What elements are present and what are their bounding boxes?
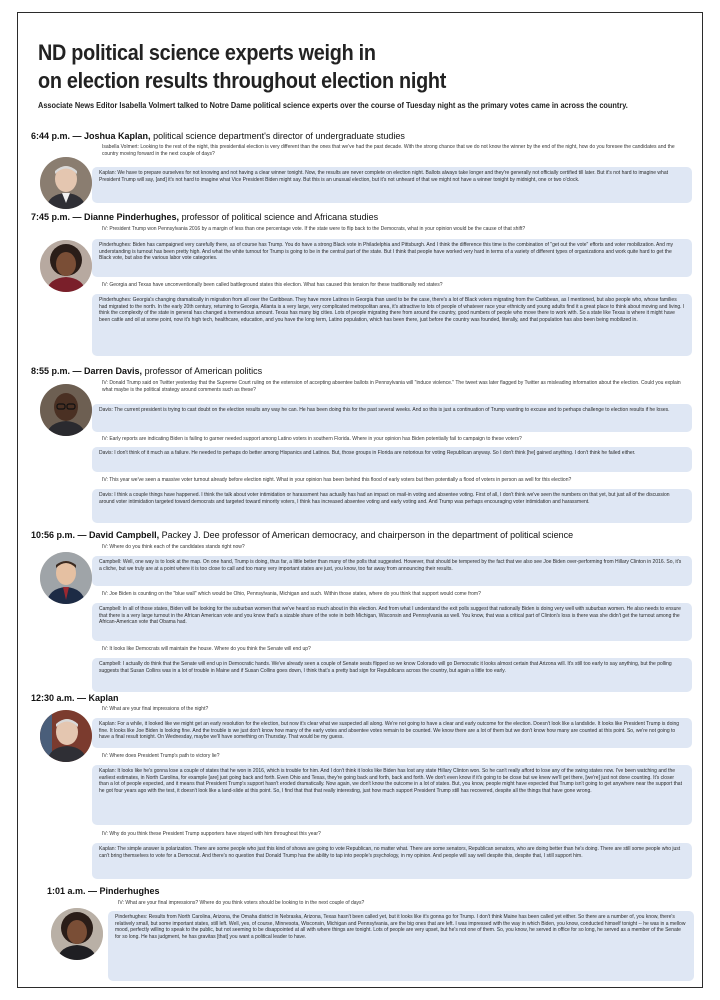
question: IV: This year we've seen a massive voter turnout already before election night. What in your opinion has been behind this flood of early voters but then potentially a flood of voters in person as well for this election? [102, 477, 572, 483]
question: IV: It looks like Democrats will maintain the house. Where do you think the Senate will end up? [102, 646, 311, 652]
section-role: political science department's director of undergraduate studies [153, 131, 405, 141]
question: IV: Where does President Trump's path to victory lie? [102, 753, 220, 759]
article-page [17, 12, 703, 988]
section-time: 8:55 p.m. [31, 366, 71, 376]
answer: Kaplan: It looks like he's gonna lose a couple of states that he won in 2016, which is trouble for him. And I don't think it looks like Biden has lost any state Hillary Clinton won. So he can't really afford to lose any of the swing states now. I've been watching and the earliest estimates, in North Carolina, for example [are] just going back and forth. Even Ohio and Texas, they're going back and forth, back and forth. We don't even know if it's going to be close but we knew we'll get there, [we're] just not done counting. It's closer than a lot of people expected, and it means that President Trump's support hasn't eroded dramatically. Now again, we don't know the outcome in a lot of states. But, you know, people might have expected that Trump isn't going to get anywhere near the support that he got four years ago with the test, it doesn't look like a land-slide at this point. So, I find that that that really interesting, just how much support President Trump still has recovered, despite all the things that have gone wrong. [92, 765, 692, 825]
avatar-davis [40, 384, 92, 436]
section-speaker: Darren Davis, [84, 366, 143, 376]
section-heading: 8:55 p.m. — Darren Davis, professor of American politics [31, 366, 263, 376]
answer: Davis: I think a couple things have happened. I think the talk about voter intimidation or harassment has actually has had an impact on mail-in voting and absentee voting. First of all, I don't think we've seen the numbers on that yet, but just all of the discussion around voter intimidation targeted toward democrats and targeted toward minority voters, I think has increased absentee voting and early voting and. And Trump was perhaps encouraging voter intimidation and harassment. [92, 489, 692, 523]
section-heading: 10:56 p.m. — David Campbell, Packey J. Dee professor of American democracy, and chairperson in the department of political science [31, 530, 574, 540]
answer: Kaplan: For a while, it looked like we might get an early resolution for the election, but now it's clear what we suspected all along. We're not going to have a clear and early outcome for the election. Doesn't look like a landslide. It looks like President Trump is doing fine. It looks like Joe Biden is looking fine. And the trouble is we just don't know how many of the early votes and absentee votes remain to be counted. We know there are a lot of them but we don't know how many are counted at this point. So, we're not going to have a final result tonight. On Wednesday, maybe we'll have something on Thursday. That would be my guess. [92, 718, 692, 748]
answer: Davis: The current president is trying to cast doubt on the election results any way he can. He has been doing this for the past several weeks. And so this is just a continuation of Trump wanting to excuse and to perhaps challenge to election results if he loses. [92, 404, 692, 432]
dek: Associate News Editor Isabella Volmert talked to Notre Dame political science experts over the course of Tuesday night as the primary votes came in across the country. [38, 101, 628, 110]
question: IV: What are your final impressions? Where do you think voters should be looking to in the next couple of days? [118, 900, 365, 906]
answer: Pinderhughes: Biden has campaigned very carefully there, as of course has Trump. You do have a strong Black vote in Philadelphia and Pittsburgh. And I think the difference this time is the combination of "get out the vote" efforts and voter mobilization. And my understanding is turnout has been pretty high. And what the white turnout for Trump is going to be in the central part of the state. But I think that people have worked very hard in terms of a variety of different types of organizations and work quite hard to get the Black vote, but also the various labor vote categories. [92, 239, 692, 277]
headline-line-2: on election results throughout election night [38, 68, 447, 93]
section-speaker: Pinderhughes [99, 886, 160, 896]
headline [38, 39, 614, 95]
question: Isabella Volmert: Looking to the rest of the night, this presidential election is very different than the ones that we've had the past decade. With the strong chance that we do not know the winner by the end of the night, how do you foresee the candidates and the country moving forward in the next couple of days? [102, 144, 675, 157]
section-speaker: Kaplan [88, 693, 119, 703]
section-speaker: David Campbell, [89, 530, 160, 540]
section-heading: 6:44 p.m. — Joshua Kaplan, political science department's director of undergraduate studies [31, 131, 405, 141]
avatar-kaplan [40, 157, 92, 209]
section-role: professor of political science and Africana studies [181, 212, 379, 222]
section-time: 12:30 a.m. [31, 693, 75, 703]
section-time: 10:56 p.m. [31, 530, 76, 540]
section-heading: 12:30 a.m. — Kaplan [31, 693, 119, 703]
answer: Pinderhughes: Georgia's changing dramatically in migration from all over the Caribbean. They have more Latinos in Georgia than used to be the case, there's a lot of Black voters migrating from the Caribbean, as I mentioned, but also people who, whose families had migrated to the north. In the early 20th century, returning to Georgia, Atlanta is a very large, very complicated metropolitan area, it's attractive to lots of people of whatever race your ethnicity and young adults find it a great place to think about moving and living. I think the complexity of the state in general has changed a tremendous amount. Texas has many big cities. Lots of people migrating there from around the country, good numbers of people who move there to work with. So a state like Texas is where it might have been cattle and oil at some point, now it's high tech, healthcare, education, and you have the long term, Latino population, which has been there, just before the country was founded, literally, and that population has also been being mobilized in. [92, 294, 692, 356]
question: IV: Georgia and Texas have unconventionally been called battleground states this election. What has caused this tension for these traditionally red states? [102, 282, 443, 288]
question: IV: Why do you think these President Trump supporters have stayed with him throughout this year? [102, 831, 321, 837]
avatar-pinderhughes-2 [51, 908, 103, 960]
answer: Davis: I don't think of it much as a failure. He needed to perhaps do better among Hispanics and Latinos. But, those groups in Florida are notorious for voting Republican anyway. So I don't think [he] gained anything. I don't think he failed either. [92, 447, 692, 472]
question: IV: Where do you think each of the candidates stands right now? [102, 544, 245, 550]
section-role: professor of American politics [144, 366, 263, 376]
answer: Campbell: In all of those states, Biden will be looking for the suburban women that we've heard so much about in this election. And from what I understand the exit polls suggest that nationally Biden is doing very well with suburban women. He also needs to ensure that there is a very large turnout in the African American vote and you know that's a sizable share of the vote in both Michigan, Wisconsin and Pennsylvania as well. You know, that was a critical part of Clinton's loss is there was she didn't get the turnout among the African-American vote that Obama had. [92, 603, 692, 641]
avatar-pinderhughes [40, 240, 92, 292]
question: IV: Donald Trump said on Twitter yesterday that the Supreme Court ruling on the extension of accepting absentee ballots in Pennsylvania will "induce violence." The tweet was later flagged by Twitter as misleading information about the election. Could you explain what maybe is the political strategy around comments such as these? [102, 380, 681, 393]
section-time: 6:44 p.m. [31, 131, 71, 141]
question: IV: Joe Biden is counting on the "blue wall" which would be Ohio, Pennsylvania, Michigan and such. Within those states, where do you think that support would come from? [102, 591, 481, 597]
answer: Campbell: I actually do think that the Senate will end up in Democratic hands. We've already seen a couple of Senate seats flipped so we know Colorado will go Democratic it looks almost certain that Arizona will. It's still too early to say anything, but the polling suggests that Susan Collins was in a lot of trouble in Maine and if Susan Collins goes down, I think that's a pretty bad sign for Republicans across the country, but again a little too early. [92, 658, 692, 692]
section-heading: 7:45 p.m. — Dianne Pinderhughes, professor of political science and Africana studies [31, 212, 379, 222]
avatar-kaplan-2 [40, 710, 92, 762]
section-time: 7:45 p.m. [31, 212, 71, 222]
section-time: 1:01 a.m. [47, 886, 86, 896]
question: IV: Early reports are indicating Biden is failing to garner needed support among Latino voters in southern Florida. Where in your opinion has Biden potentially fail to campaign to these voters? [102, 436, 522, 442]
answer: Kaplan: The simple answer is polarization. There are some people who just this kind of shows are going to vote Republican, no matter what. There are some senators, Republican senators, who are doing better than he's doing. There are still some people who just can't bring themselves to vote for a Democrat. And there's no question that Donald Trump has the ability to tap into people's psychology, in my opinion. And people will say well despite this, despite that, I still support him. [92, 843, 692, 879]
answer: Kaplan: We have to prepare ourselves for not knowing and not having a clear winner tonight. Now, the results are never complete on election night. Ballots always take longer and they're generally not officially certified till later. But it's not hard to imagine what President Trump will say, [and] it's not hard to imagine what Vice President Biden might say. But this is an unusual election, but it's not unheard of that we might not have a winner tonight by midnight, one or two o'clock. [92, 167, 692, 203]
section-speaker: Joshua Kaplan, [84, 131, 151, 141]
question: IV: What are your final impressions of the night? [102, 706, 209, 712]
answer: Campbell: Well, one way is to look at the map. On one hand, Trump is doing, thus far, a little better than many of the polls that suggested. However, that should be tempered by the fact that we also see Joe Biden over-performing from Hillary Clinton in 2016. So, it's a cliche, but we truly are at a point where it is too close to call and too many very important states are just, you know, too far away from announcing their results. [92, 556, 692, 586]
section-role: Packey J. Dee professor of American democracy, and chairperson in the department of political science [161, 530, 574, 540]
answer: Pinderhughes: Results from North Carolina, Arizona, the Omaha district in Nebraska, Arizona, Texas hasn't been called yet, but it looks like it's gonna go for Trump. I don't think Maine has been called yet either. So there are a number of, you know, there's relatively small, but some important states, still left. Well, yes, of course, Minnesota, Wisconsin, Michigan and Pennsylvania, are the big ones that are left. I was impressed with the way in which Biden, you know, conducted himself tonight -- he was in a mellow mood, perfectly willing to speak to the public, but not seeming to be disappointed at all with where things are tonight. Lots of people are very upset, but he's not one of them. So, you know, he served in office for so long, he served as a member of the Senate for so long. He has judgment, he has gravitas [that] you want a political leader to have. [108, 911, 694, 981]
avatar-campbell [40, 552, 92, 604]
section-speaker: Dianne Pinderhughes, [84, 212, 180, 222]
question: IV: President Trump won Pennsylvania 2016 by a margin of less than one percentage vote. If the state were to flip back to the Democrats, what in your opinion would be the cause of that shift? [102, 226, 526, 232]
section-heading: 1:01 a.m. — Pinderhughes [47, 886, 160, 896]
headline-line-1: ND political science experts weigh in [38, 40, 376, 65]
